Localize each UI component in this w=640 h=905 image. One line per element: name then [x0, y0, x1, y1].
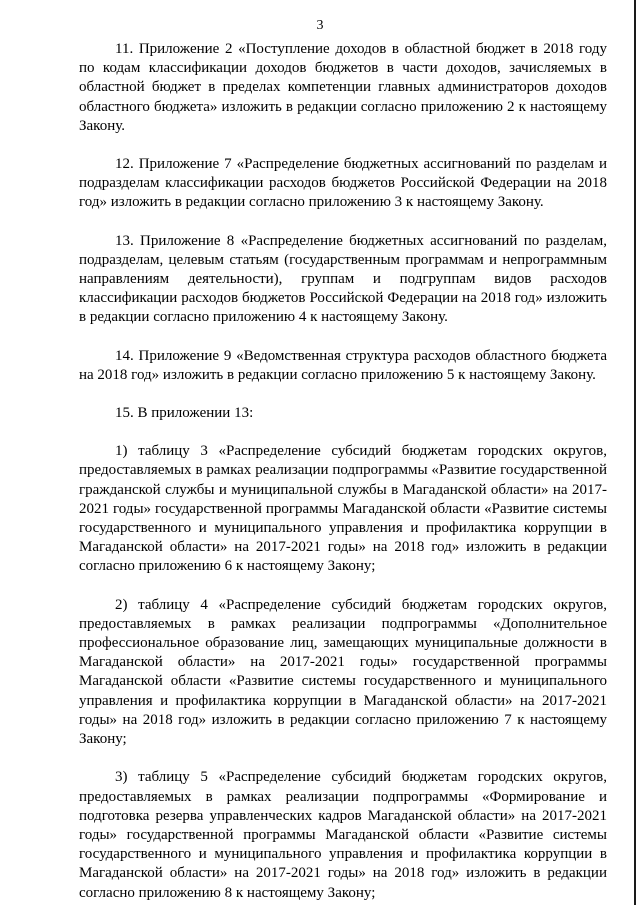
paragraph-item-15: 15. В приложении 13:: [115, 405, 254, 422]
scan-edge-line: [634, 0, 636, 905]
page-number: 3: [316, 18, 324, 33]
paragraph-item-14: 14. Приложение 9 «Ведомственная структура расходов областного бюджета на 2018 год» изложить в редакции согласно приложению 5 к настоящему Закону.: [79, 347, 607, 383]
paragraph-item-11: 11. Приложение 2 «Поступление доходов в областной бюджет в 2018 году по кодам классификации доходов бюджетов в части доходов, зачисляемых в областной бюджет в пределах компетенции главных администраторов доходов областного бюджета» изложить в редакции согласно приложению 2 к настоящему Закону.: [79, 41, 607, 134]
paragraph-item-13: 13. Приложение 8 «Распределение бюджетных ассигнований по разделам, подразделам, целевым статьям (государственным программам и непрограммным направлениям деятельности), группам и подгруппам видов расходов классификации расходов бюджетов Российской Федерации на 2018 год» изложить в редакции согласно приложению 4 к настоящему Закону.: [79, 232, 607, 326]
document-body: [79, 40, 607, 903]
subparagraph-table-3: 1) таблицу 3 «Распределение субсидий бюджетам городских округов, предоставляемых в рамках реализации подпрограммы «Развитие государственной гражданской службы и муниципальной службы в Магаданской области» на 2017-2021 годы» государственной программы Магаданской области «Развитие системы государственного и муниципального управления и профилактика коррупции в Магаданской области» на 2017-2021 годы» на 2018 год» изложить в редакции согласно приложению 6 к настоящему Закону;: [79, 443, 607, 575]
subparagraph-table-4: 2) таблицу 4 «Распределение субсидий бюджетам городских округов, предоставляемых в рамках реализации подпрограммы «Дополнительное профессиональное образование лиц, замещающих муниципальные должности в Магаданской области» на 2017-2021 годы» государственной программы Магаданской области «Развитие системы государственного и муниципального управления и профилактика коррупции в Магаданской области» на 2017-2021 годы» на 2018 год» изложить в редакции согласно приложению 7 к настоящему Закону;: [79, 596, 607, 748]
subparagraph-table-5: 3) таблицу 5 «Распределение субсидий бюджетам городских округов, предоставляемых в рамках реализации подпрограммы «Формирование и подготовка резерва управленческих кадров Магаданской области» на 2017-2021 годы» государственной программы Магаданской области «Развитие системы государственного и муниципального управления и профилактика коррупции в Магаданской области» на 2017-2021 годы» на 2018 год» изложить в редакции согласно приложению 8 к настоящему Закону;: [79, 769, 607, 901]
paragraph-item-12: 12. Приложение 7 «Распределение бюджетных ассигнований по разделам и подразделам классификации расходов бюджетов Российской Федерации на 2018 год» изложить в редакции согласно приложению 3 к настоящему Закону.: [79, 156, 607, 211]
